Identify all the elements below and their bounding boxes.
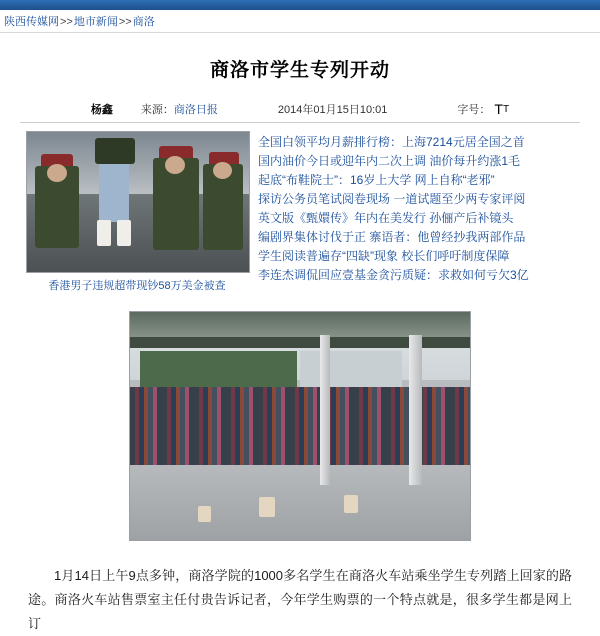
breadcrumb-city[interactable]: 商洛 [132, 16, 155, 28]
main-photo-luggage-1 [259, 497, 275, 517]
fontsize-large-button[interactable]: T [494, 101, 503, 117]
list-item[interactable]: 英文版《甄嬛传》年内在美发行 孙俪产后补镜头 [258, 211, 514, 225]
breadcrumb [0, 10, 600, 33]
photo-boot-left [97, 220, 111, 246]
list-item[interactable]: 李连杰调侃回应壹基金贪污质疑：求救如何亏欠3亿 [258, 268, 529, 282]
list-item[interactable]: 编剧界集体讨伐于正 寨语者：他曾经抄我两部作品 [258, 230, 526, 244]
page-title: 商洛市学生专列开动 [209, 59, 390, 81]
breadcrumb-separator-1: >> [60, 16, 73, 28]
list-item[interactable]: 全国白领平均月薪排行榜：上海7214元居全国之首 [258, 135, 525, 149]
main-photo-building [300, 351, 402, 387]
article-body: 1月14日上午9点多钟，商洛学院的1000多名学生在商洛火车站乘坐学生专列踏上回家的路途。商洛火车站售票室主任付贵告诉记者，今年学生购票的一个特点就是，很多学生都是网上订 [28, 568, 572, 631]
photo-caption[interactable]: 香港男子违规超带现钞58万美金被查 [48, 280, 226, 292]
list-item[interactable]: 学生阅读普遍存“四缺”现象 校长们呼吁制度保障 [258, 249, 510, 263]
photo-figure-jeans [99, 160, 129, 222]
source-label: 来源： [140, 104, 174, 116]
main-photo-pillar-1 [320, 335, 330, 485]
photo-figure-coat [95, 138, 135, 164]
fontsize-small-button[interactable]: T [502, 103, 510, 115]
photo-boot-right [117, 220, 131, 246]
main-photo-container [20, 311, 580, 546]
list-item[interactable]: 起底“布鞋院士”：16岁上大学 网上自称“老邪” [258, 173, 495, 187]
breadcrumb-separator-2: >> [118, 16, 132, 28]
main-photo-luggage-3 [198, 506, 211, 522]
main-photo-luggage-2 [344, 495, 358, 513]
inspection-photo[interactable] [26, 131, 250, 273]
breadcrumb-site[interactable]: 陕西传媒网 [4, 16, 59, 28]
article-datetime: 2014年01月15日10:01 [277, 104, 388, 116]
main-photo-trees [140, 351, 296, 387]
photo-face-left [47, 164, 67, 182]
article-source [141, 101, 218, 117]
list-item[interactable]: 国内油价今日或迎年内二次上调 油价每升约涨1毛 [258, 154, 521, 168]
side-photo-column [26, 131, 248, 293]
meta-divider [20, 122, 580, 123]
related-links-list [248, 131, 580, 293]
photo-face-mid [165, 156, 185, 174]
article-page [20, 55, 580, 636]
list-item[interactable]: 探访公务员笔试阅卷现场 一道试题至少两专家评阅 [258, 192, 526, 206]
main-photo-pillar-2 [409, 335, 422, 485]
source-link[interactable]: 商洛日报 [173, 104, 218, 116]
article-meta [20, 100, 580, 118]
fontsize-label: 字号： [457, 104, 491, 116]
students-boarding-train-photo[interactable] [129, 311, 471, 541]
photo-face-right [213, 162, 232, 179]
breadcrumb-section[interactable]: 地市新闻 [73, 16, 118, 28]
article-author: 杨鑫 [90, 104, 113, 116]
top-content-block [20, 131, 580, 293]
top-blue-bar [0, 0, 600, 10]
